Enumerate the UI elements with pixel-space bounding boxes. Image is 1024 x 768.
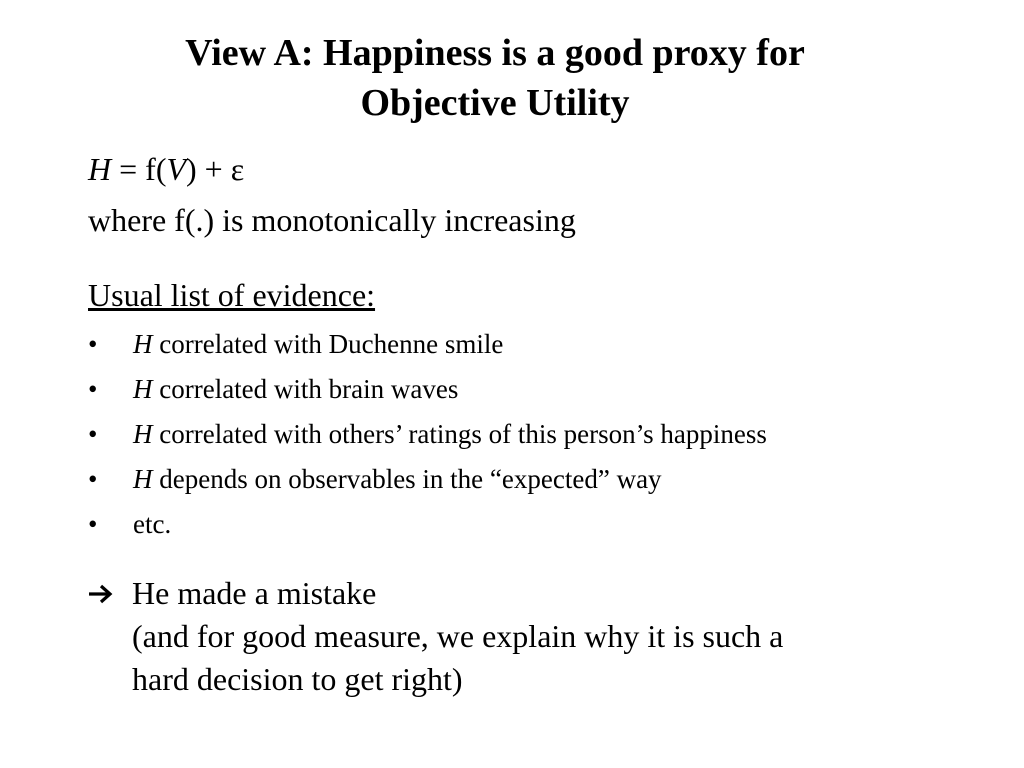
bullet-icon: • xyxy=(88,419,98,449)
right-arrow-icon xyxy=(88,572,132,615)
evidence-item xyxy=(88,327,767,372)
equation-line xyxy=(88,151,244,188)
evidence-item xyxy=(88,417,767,462)
equation-part-1: = f( xyxy=(111,151,167,187)
conclusion-line-2: (and for good measure, we explain why it is such a xyxy=(132,618,784,654)
evidence-item-lead: H xyxy=(133,464,153,494)
slide-title-line-2: Objective Utility xyxy=(360,82,630,124)
equation-h: H xyxy=(88,151,112,187)
evidence-item-text: depends on observables in the “expected” way xyxy=(152,464,662,494)
evidence-item-lead: H xyxy=(133,374,153,404)
slide-title-line-1: View A: Happiness is a good proxy for xyxy=(185,32,805,74)
bullet-icon: • xyxy=(88,464,98,494)
evidence-item xyxy=(88,372,767,417)
bullet-icon: • xyxy=(88,329,98,359)
slide-title xyxy=(80,28,910,128)
evidence-heading: Usual list of evidence: xyxy=(88,277,376,313)
evidence-item-text: etc. xyxy=(133,509,172,539)
evidence-item-lead: H xyxy=(133,329,153,359)
bullet-icon: • xyxy=(88,374,98,404)
conclusion-line-3: hard decision to get right) xyxy=(132,661,463,697)
evidence-item xyxy=(88,462,767,507)
bullet-icon: • xyxy=(88,509,98,539)
evidence-item-text: correlated with others’ ratings of this person’s happiness xyxy=(152,419,767,449)
evidence-item-text: correlated with Duchenne smile xyxy=(152,329,504,359)
conclusion-line-1: He made a mistake xyxy=(132,575,377,611)
description-line: where f(.) is monotonically increasing xyxy=(88,202,576,238)
conclusion-block xyxy=(88,572,783,701)
evidence-item-lead: H xyxy=(133,419,153,449)
evidence-list xyxy=(88,327,767,552)
evidence-item-text: correlated with brain waves xyxy=(152,374,459,404)
evidence-item xyxy=(88,507,767,552)
equation-v: V xyxy=(166,151,187,187)
equation-part-2: ) + ε xyxy=(186,151,245,187)
